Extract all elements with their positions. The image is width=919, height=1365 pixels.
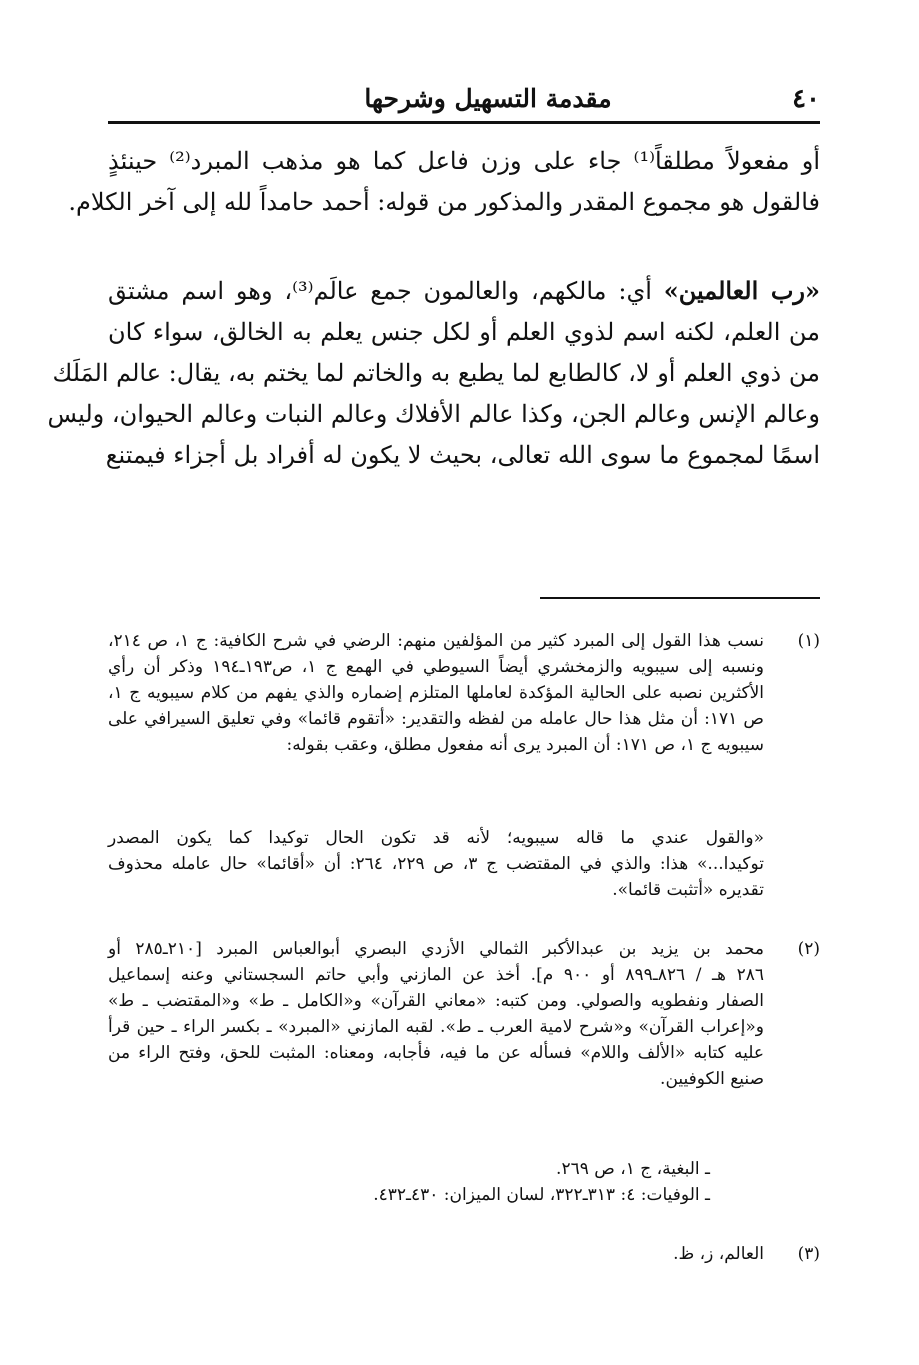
footnote-line: الصفار ونفطويه والصولي. ومن كتبه: «معاني القرآن» و«الكامل ـ ط» و«المقتضب ـ ط» (108, 991, 764, 1011)
text-line: من العلم، لكنه اسم لذوي العلم أو لكل جنس يعلم به الخالق، سواء كان (108, 318, 820, 346)
footnote-line: العالم، ز، ظ. (673, 1244, 764, 1264)
footnote-number: (١) (797, 631, 820, 651)
quotation-body (108, 825, 764, 903)
text-line: أو مفعولاً مطلقاً⁽¹⁾ جاء على وزن فاعل كما هو مذهب المبرد⁽²⁾ حينئذٍ (108, 147, 821, 175)
header-rule (108, 121, 820, 124)
text-line (108, 270, 820, 312)
text-line: وعالم الإنس وعالم الجن، وكذا عالم الأفلاك وعالم النبات وعالم الحيوان، وليس (47, 400, 820, 428)
quotation-line: «والقول عندي ما قاله سيبويه؛ لأنه قد تكون الحال توكيدا كما يكون المصدر (108, 828, 764, 848)
footnote-body (108, 1241, 764, 1267)
footnote-line: ص ١٧١: أن مثل هذا حال عامله من لفظه والتقدير: «أتقوم قائما» وفي تعليق السيرافي على (108, 709, 764, 729)
footnote-line: محمد بن يزيد بن عبدالأكبر الثمالي الأزدي البصري أبوالعباس المبرد [٢١٠ـ٢٨٥ أو (108, 939, 764, 959)
main-paragraph-2 (47, 270, 821, 476)
text-line: اسمًا لمجموع ما سوى الله تعالى، بحيث لا يكون له أفراد بل أجزاء فيمتنع (105, 441, 820, 469)
quotation-line: تقديره «أتثبت قائما». (612, 880, 764, 900)
reference-item: ـ البغية، ج ١، ص ٢٦٩. (556, 1159, 710, 1179)
page-header (108, 78, 820, 122)
running-title: مقدمة التسهيل وشرحها (364, 84, 612, 113)
page-number: ٤٠ (792, 84, 820, 114)
footnote-body (108, 628, 764, 758)
footnote-line: عليه كتابه «الألف واللام» فسأله عن ما فيه، فأجابه، ومعناه: المثبت للحق، وفتح الراء من (108, 1043, 764, 1063)
footnote-line: سيبويه ج ١، ص ١٧١: أن المبرد يرى أنه مفعول مطلق، وعقب بقوله: (286, 735, 764, 755)
main-paragraph-1 (68, 141, 821, 223)
footnote-separator (540, 597, 820, 599)
reference-item: ـ الوفيات: ٤: ٣١٣ـ٣٢٢، لسان الميزان: ٤٣٠ـ٤٣٢. (373, 1185, 710, 1205)
defined-term: «رب العالمين» (663, 276, 821, 305)
reference-list (108, 1156, 710, 1208)
footnote-line: و«إعراب القرآن» و«شرح لامية العرب ـ ط». لقبه المازني «المبرد» ـ بكسر الراء ـ حين قرأ (108, 1017, 764, 1037)
footnote-line: صنيع الكوفيين. (660, 1069, 764, 1089)
footnote-line: ٢٨٦ هـ / ٨٢٦ـ٨٩٩ أو ٩٠٠ م]. أخذ عن المازني وأبي حاتم السجستاني وعنه إسماعيل (108, 965, 764, 985)
text-line: من ذوي العلم أو لا، كالطابع لما يطبع به والخاتم لما يختم به، يقال: عالم المَلَك (52, 359, 820, 387)
footnote-line: نسب هذا القول إلى المبرد كثير من المؤلفين منهم: الرضي في شرح الكافية: ج ١، ص ٢١٤، (108, 631, 764, 651)
footnote-line: الأكثرين نصبه على الحالية المؤكدة لعاملها المتلزم إضماره والذي يفهم من كلام سيبويه ج ١، (108, 683, 764, 703)
text-segment: أي: مالكهم، والعالمون جمع عالَم⁽³⁾، وهو اسم مشتق (108, 277, 664, 305)
footnote-line: ونسبه إلى سيبويه والزمخشري أيضاً السيوطي في الهمع ج ١، ص١٩٣ـ١٩٤ وذكر أن رأي (108, 657, 764, 677)
footnote-number: (٢) (797, 939, 820, 959)
text-line: فالقول هو مجموع المقدر والمذكور من قوله: أحمد حامداً لله إلى آخر الكلام. (68, 188, 820, 216)
footnote-number: (٣) (797, 1244, 820, 1264)
footnote-body (108, 936, 764, 1092)
quotation-line: توكيدا...» هذا: والذي في المقتضب ج ٣، ص ٢٢٩، ٢٦٤: أن «أقائما» حال عامله محذوف (108, 854, 765, 874)
